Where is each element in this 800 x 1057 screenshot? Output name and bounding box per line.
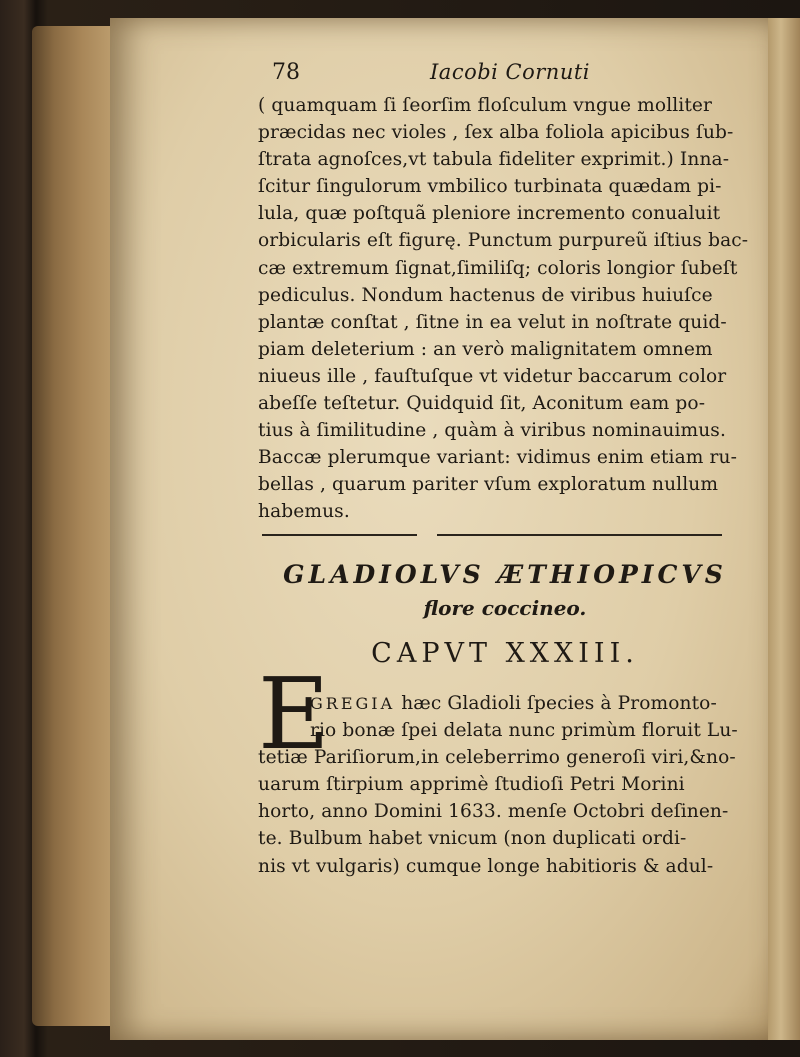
text-line: lula, quæ poſtquã pleniore incremento conualuit [258,203,721,225]
text-line: Baccæ plerumque variant: vidimus enim etiam ru- [258,447,737,469]
text-line: nis vt vulgaris) cumque longe habitioris & adul- [258,855,714,877]
text-line: bellas , quarum pariter vſum exploratum nullum [258,474,719,496]
running-title: Iacobi Cornuti [430,60,591,84]
text-line: ſcitur ſingulorum vmbilico turbinata quædam pi- [258,176,722,198]
text-line: rio bonæ ſpei delata nunc primùm floruit Lu- [310,720,738,742]
text-line: abeſſe teſtetur. Quidquid ſit, Aconitum eam po- [258,393,706,415]
chapter-title: CAPVT XXXIII. [371,638,639,669]
rule-segment [262,534,417,536]
text-line: cæ extremum ſignat,ſimiliſq; coloris longior ſubeſt [258,257,738,279]
rule-segment [437,534,722,536]
text-line: tius à ſimilitudine , quàm à viribus nominauimus. [258,420,726,442]
section-subheading: flore coccineo. [423,596,587,620]
text-line: horto, anno Domini 1633. menſe Octobri deſinen- [258,801,729,823]
text-line [258,690,752,717]
line-text: hæc Gladioli ſpecies à Promonto- [401,693,717,714]
text-line: pediculus. Nondum hactenus de viribus huiuſce [258,284,713,306]
text-line: piam deleterium : an verò malignitatem omnem [258,338,713,360]
book-page-edges [32,26,122,1026]
text-line: orbicularis eſt figurę. Punctum purpureũ iſtius bac- [258,230,749,252]
page-number: 78 [272,60,300,85]
first-word: GREGIA [310,694,396,713]
page-text [258,60,748,526]
text-line: ſtrata agnoſces,vt tabula fideliter exprimit.) Inna- [258,149,730,171]
text-line: ( quamquam ſi ſeorſim floſculum vngue molliter [258,95,712,116]
facing-page-edge [768,18,800,1040]
text-line: plantæ conſtat , ſitne in ea velut in noſtrate quid- [258,311,727,333]
text-line: te. Bulbum habet vnicum (non duplicati ordi- [258,828,687,850]
section-heading: GLADIOLVS ÆTHIOPICVS [283,560,727,589]
text-line: habemus. [258,501,350,523]
section-divider-rule [262,534,722,537]
drop-cap: E [258,658,330,772]
text-line: uarum ſtirpium apprimè ſtudioſi Petri Morini [258,774,685,796]
text-line: niueus ille , fauſtuſque vt videtur baccarum color [258,365,727,387]
rule-gap [417,534,437,536]
paragraph-2 [258,690,752,880]
text-line: tetiæ Pariſiorum,in celeberrimo generoſi viri,&no- [258,747,736,769]
text-line: præcidas nec violes , ſex alba foliola apicibus ſub- [258,122,734,144]
page-header [258,60,748,92]
paragraph-1 [258,92,748,526]
